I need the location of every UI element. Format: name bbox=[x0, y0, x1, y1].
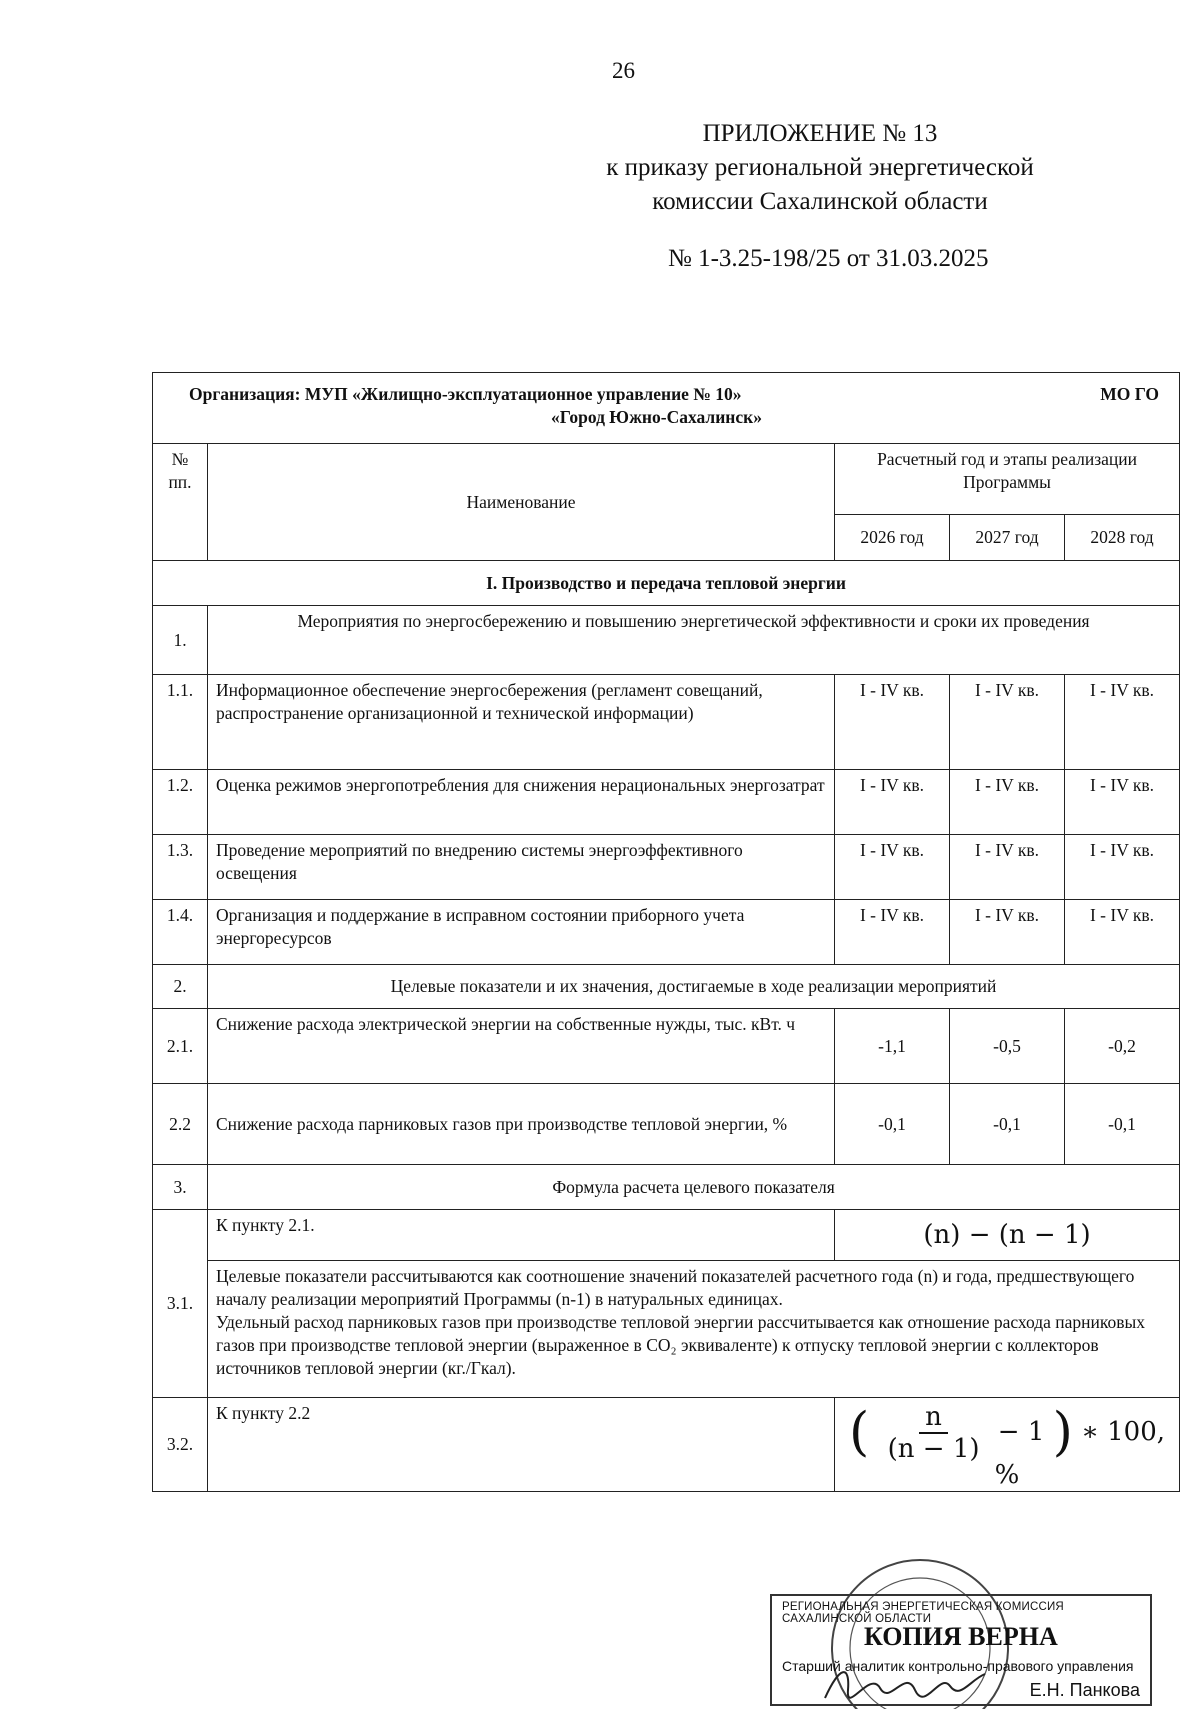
measure-text: Информационное обеспечение энергосбережения (регламент совещаний, распространение организационной и технической информации) bbox=[208, 675, 835, 770]
municipality: МО ГО bbox=[1100, 384, 1160, 404]
measure-text: Организация и поддержание в исправном состоянии приборного учета энергоресурсов bbox=[208, 900, 835, 965]
organization-row bbox=[153, 373, 1180, 444]
measure-2026: I - IV кв. bbox=[835, 675, 950, 770]
formula-2-2 bbox=[835, 1398, 1180, 1492]
formula-denominator: (n − 1) bbox=[887, 1434, 980, 1464]
table-row bbox=[153, 835, 1180, 900]
row-number: 3. bbox=[153, 1165, 208, 1210]
appendix-subtitle-2: комиссии Сахалинской области bbox=[652, 188, 988, 215]
target-2027: -0,5 bbox=[950, 1009, 1065, 1084]
table-row bbox=[153, 675, 1180, 770]
signature-icon bbox=[820, 1660, 990, 1706]
row-title: Формула расчета целевого показателя bbox=[208, 1165, 1180, 1210]
measure-2027: I - IV кв. bbox=[950, 675, 1065, 770]
measure-2028: I - IV кв. bbox=[1065, 675, 1180, 770]
organization-name: Организация: МУП «Жилищно-эксплуатационное управление № 10» bbox=[189, 384, 742, 404]
table-row bbox=[153, 1165, 1180, 1210]
table-row bbox=[153, 1084, 1180, 1165]
formula-suffix: ∗ 100, % bbox=[994, 1417, 1166, 1490]
header-year-2026: 2026 год bbox=[835, 515, 950, 561]
formula-description-line-2: Удельный расход парниковых газов при производстве тепловой энергии рассчитывается как отношение расхода парниковых газов при производстве тепловой энергии (выраженное в CO₂ эквиваленте) к отпуску тепловой энергии с коллекторов источников тепловой энергии (кг./Гкал). bbox=[216, 1312, 1146, 1378]
measures-table bbox=[152, 372, 1180, 1492]
paren-close: ) bbox=[1052, 1402, 1073, 1463]
header-year-2028: 2028 год bbox=[1065, 515, 1180, 561]
row-title: Целевые показатели и их значения, достигаемые в ходе реализации мероприятий bbox=[208, 965, 1180, 1009]
header-name: Наименование bbox=[208, 444, 835, 561]
stamp-position: Старший аналитик контрольно-правового управления bbox=[782, 1658, 1134, 1674]
measure-text: Оценка режимов энергопотребления для снижения нерациональных энергозатрат bbox=[208, 770, 835, 835]
formula-reference: К пункту 2.1. bbox=[208, 1210, 835, 1261]
stamp-organization: РЕГИОНАЛЬНАЯ ЭНЕРГЕТИЧЕСКАЯ КОМИССИЯ САХАЛИНСКОЙ ОБЛАСТИ bbox=[782, 1601, 1064, 1625]
measure-2026: I - IV кв. bbox=[835, 835, 950, 900]
target-2028: -0,1 bbox=[1065, 1084, 1180, 1165]
row-number: 1.3. bbox=[153, 835, 208, 900]
stamp-copy-verified: КОПИЯ ВЕРНА bbox=[864, 1622, 1058, 1651]
formula-numerator: n bbox=[919, 1402, 948, 1434]
paren-open: ( bbox=[849, 1402, 870, 1463]
section-title: I. Производство и передача тепловой энергии bbox=[153, 561, 1180, 606]
target-2026: -0,1 bbox=[835, 1084, 950, 1165]
row-number: 3.1. bbox=[153, 1210, 208, 1398]
table-row bbox=[153, 770, 1180, 835]
organization-cell bbox=[153, 373, 1180, 444]
row-number: 2. bbox=[153, 965, 208, 1009]
table-header-row bbox=[153, 444, 1180, 515]
table-row bbox=[153, 965, 1180, 1009]
measure-2028: I - IV кв. bbox=[1065, 835, 1180, 900]
appendix-subtitle-1: к приказу региональной энергетической bbox=[606, 154, 1034, 181]
measure-2028: I - IV кв. bbox=[1065, 770, 1180, 835]
table-row bbox=[153, 900, 1180, 965]
formula-description-row bbox=[153, 1261, 1180, 1398]
row-number: 1. bbox=[153, 606, 208, 675]
row-number: 2.2 bbox=[153, 1084, 208, 1165]
row-number: 1.1. bbox=[153, 675, 208, 770]
measure-2027: I - IV кв. bbox=[950, 900, 1065, 965]
section-row bbox=[153, 561, 1180, 606]
table-row bbox=[153, 1009, 1180, 1084]
formula-reference: К пункту 2.2 bbox=[208, 1398, 835, 1492]
formula-description bbox=[208, 1261, 1180, 1398]
target-2028: -0,2 bbox=[1065, 1009, 1180, 1084]
table-row bbox=[153, 606, 1180, 675]
measure-2028: I - IV кв. bbox=[1065, 900, 1180, 965]
target-2027: -0,1 bbox=[950, 1084, 1065, 1165]
formula-fraction bbox=[882, 1402, 986, 1464]
measure-2026: I - IV кв. bbox=[835, 900, 950, 965]
stamp-signer: Е.Н. Панкова bbox=[1029, 1680, 1140, 1700]
formula-2-1: (n) − (n − 1) bbox=[835, 1210, 1180, 1261]
row-title: Мероприятия по энергосбережению и повышению энергетической эффективности и сроки их проведения bbox=[208, 606, 1180, 675]
appendix-title: ПРИЛОЖЕНИЕ № 13 bbox=[702, 120, 938, 147]
header-period: Расчетный год и этапы реализации Программы bbox=[835, 444, 1180, 515]
formula-description-line-1: Целевые показатели рассчитываются как соотношение значений показателей расчетного года (n) и года, предшествующего началу реализации мероприятий Программы (n-1) в натуральных единицах. bbox=[216, 1266, 1135, 1309]
organization-city: «Город Южно-Сахалинск» bbox=[551, 407, 762, 427]
target-text: Снижение расхода парниковых газов при производстве тепловой энергии, % bbox=[208, 1084, 835, 1165]
target-text: Снижение расхода электрической энергии на собственные нужды, тыс. кВт. ч bbox=[208, 1009, 835, 1084]
measure-2026: I - IV кв. bbox=[835, 770, 950, 835]
row-number: 2.1. bbox=[153, 1009, 208, 1084]
row-number: 1.4. bbox=[153, 900, 208, 965]
row-number: 3.2. bbox=[153, 1398, 208, 1492]
formula-row bbox=[153, 1398, 1180, 1492]
row-number: 1.2. bbox=[153, 770, 208, 835]
target-2026: -1,1 bbox=[835, 1009, 950, 1084]
order-number: № 1-3.25-198/25 от 31.03.2025 bbox=[668, 245, 989, 272]
measure-2027: I - IV кв. bbox=[950, 835, 1065, 900]
measure-text: Проведение мероприятий по внедрению системы энергоэффективного освещения bbox=[208, 835, 835, 900]
page-number: 26 bbox=[612, 58, 635, 83]
header-number: № пп. bbox=[153, 444, 208, 561]
measure-2027: I - IV кв. bbox=[950, 770, 1065, 835]
formula-tail: − 1 bbox=[997, 1417, 1045, 1447]
header-year-2027: 2027 год bbox=[950, 515, 1065, 561]
formula-row bbox=[153, 1210, 1180, 1261]
